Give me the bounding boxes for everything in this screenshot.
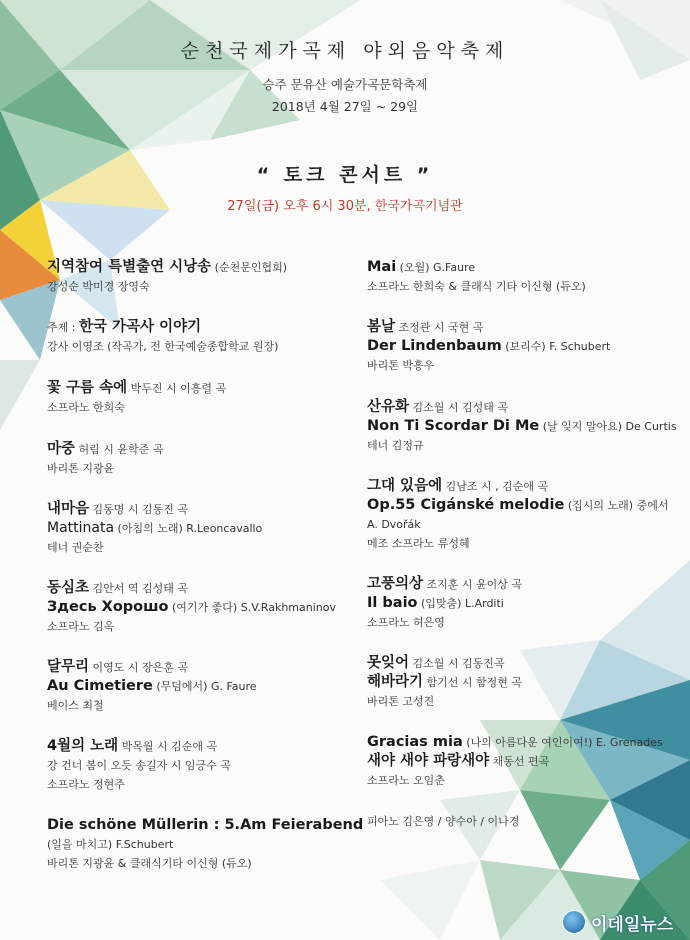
song-title: Non Ti Scordar Di Me bbox=[367, 418, 540, 434]
program-line bbox=[47, 258, 357, 277]
song-title: 해바라기 bbox=[367, 674, 424, 690]
song-title: 동심초 bbox=[47, 580, 90, 596]
program-line bbox=[47, 459, 357, 478]
program-item bbox=[367, 575, 685, 632]
program-line bbox=[367, 398, 685, 417]
program-line bbox=[47, 519, 357, 538]
festival-date: 2018년 4월 27일 ~ 29일 bbox=[271, 99, 419, 114]
program-detail: (오월) G.Faure bbox=[396, 261, 476, 274]
program-item bbox=[367, 654, 685, 711]
program-line bbox=[47, 598, 357, 617]
program-line bbox=[47, 816, 364, 835]
program-detail: 바리톤 고성진 bbox=[367, 695, 435, 708]
program-detail: 강사 이영조 (작곡가, 전 한국예술종합학교 원장) bbox=[47, 340, 279, 353]
program-line bbox=[367, 277, 685, 296]
program-detail: 강성순 박미경 장영숙 bbox=[47, 280, 150, 293]
program-detail: 강 건너 봄이 오듯 송길자 시 임긍수 곡 bbox=[47, 759, 231, 772]
program-detail: (일을 마치고) F.Schubert bbox=[47, 838, 174, 851]
program-line bbox=[367, 771, 685, 790]
concert-title: “ 토크 콘서트 ” bbox=[256, 164, 434, 186]
program-line bbox=[367, 436, 685, 455]
program-detail: (보리수) F. Schubert bbox=[501, 340, 611, 353]
program-line bbox=[367, 673, 685, 692]
song-title: 마중 bbox=[47, 441, 76, 457]
program-line bbox=[367, 594, 685, 613]
song-title: 산유화 bbox=[367, 399, 410, 415]
program-detail: (입맞춤) L.Arditi bbox=[417, 597, 504, 610]
program-item bbox=[47, 440, 357, 478]
globe-icon bbox=[562, 910, 586, 934]
program-line bbox=[47, 696, 357, 715]
program-line bbox=[47, 379, 357, 398]
song-title: 새야 새야 파랑새야 bbox=[367, 753, 490, 769]
program-line bbox=[367, 417, 685, 436]
program-detail: (아침의 노래) R.Leoncavallo bbox=[114, 522, 263, 535]
program-line bbox=[47, 677, 357, 696]
program-detail: 소프라노 김옥 bbox=[47, 620, 115, 633]
song-title: Здесь Хорошо bbox=[47, 599, 169, 615]
program-detail: 베이스 최철 bbox=[47, 699, 104, 712]
song-title: Mattinata bbox=[47, 520, 115, 536]
program-detail: 테너 김정규 bbox=[367, 439, 424, 452]
song-title: Il baio bbox=[367, 595, 418, 611]
song-title: Mai bbox=[367, 259, 397, 275]
song-title: 내마음 bbox=[47, 501, 90, 517]
song-title: 못잊어 bbox=[367, 655, 410, 671]
program-detail: 김동명 시 김동진 곡 bbox=[89, 503, 189, 516]
program-item bbox=[47, 258, 357, 296]
program-line bbox=[367, 812, 685, 831]
song-title: 한국 가곡사 이야기 bbox=[78, 319, 202, 335]
program-item bbox=[47, 816, 364, 873]
program-line bbox=[47, 500, 357, 519]
program-detail: (순천문인협회) bbox=[211, 261, 288, 274]
song-title: 그대 있음에 bbox=[367, 478, 443, 494]
program-detail: 소프라노 정현주 bbox=[47, 778, 125, 791]
news-logo-text: 이데일뉴스 bbox=[591, 914, 674, 935]
song-title: 달무리 bbox=[47, 659, 90, 675]
program-line bbox=[367, 733, 685, 752]
program-item bbox=[367, 477, 685, 553]
song-title: Op.55 Cigánské melodie bbox=[367, 497, 565, 513]
program-detail: 김소월 시 김성태 곡 bbox=[409, 401, 509, 414]
program-column-left bbox=[47, 258, 364, 873]
program-detail: (나의 아름다운 여인이여!) E. Grenades bbox=[462, 736, 663, 749]
program-item bbox=[367, 733, 685, 790]
program-detail: 박목월 시 김순애 곡 bbox=[118, 740, 218, 753]
program-line bbox=[367, 318, 685, 337]
program-line bbox=[47, 756, 357, 775]
program-line bbox=[47, 398, 357, 417]
concert-heading bbox=[0, 160, 690, 214]
program-item bbox=[367, 258, 685, 296]
news-logo bbox=[562, 910, 673, 934]
program-detail: 메조 소프라노 류성혜 bbox=[367, 537, 470, 550]
song-title: 지역참여 특별출연 시낭송 bbox=[47, 259, 212, 275]
program-line bbox=[367, 692, 685, 711]
program-line bbox=[367, 534, 685, 553]
program-line bbox=[47, 579, 357, 598]
program-detail: 김남조 시 , 김순애 곡 bbox=[442, 480, 549, 493]
program-detail: (날 잊지 말아요) De Curtis bbox=[539, 420, 677, 433]
program-line bbox=[367, 575, 685, 594]
program-line bbox=[47, 737, 357, 756]
program-detail: 소프라노 오임춘 bbox=[367, 774, 445, 787]
program-detail: 바리톤 지광윤 & 클래식기타 이신형 (듀오) bbox=[47, 857, 252, 870]
program-line bbox=[367, 752, 685, 771]
program-item bbox=[47, 658, 357, 715]
festival-subtitle: 승주 문유산 예술가곡문학축제 bbox=[262, 77, 428, 92]
program-item bbox=[47, 379, 357, 417]
program-detail: 조지훈 시 윤이상 곡 bbox=[423, 578, 523, 591]
program-line bbox=[367, 258, 685, 277]
program-detail: 바리톤 박흥우 bbox=[367, 359, 435, 372]
program-line bbox=[367, 356, 685, 375]
program-item bbox=[47, 579, 357, 636]
program-detail: 소프라노 한희숙 bbox=[47, 401, 125, 414]
program-detail: (집시의 노래) 중에서 bbox=[564, 499, 669, 512]
program-item bbox=[47, 318, 357, 356]
festival-header bbox=[0, 36, 690, 115]
program-line bbox=[367, 337, 685, 356]
program-line bbox=[47, 617, 357, 636]
program-detail: 피아노 김은영 / 양수아 / 이나경 bbox=[367, 815, 520, 828]
program-line bbox=[47, 658, 357, 677]
program-detail: 이영도 시 장은훈 곡 bbox=[89, 661, 189, 674]
program-detail: 함기선 시 함정현 곡 bbox=[423, 676, 523, 689]
program-detail: 소프라노 한희숙 & 클래식 기타 이신형 (듀오) bbox=[367, 280, 586, 293]
program-line bbox=[47, 277, 357, 296]
program-line bbox=[47, 775, 357, 794]
program-detail: 김소월 시 김동진곡 bbox=[409, 657, 505, 670]
program-detail: (무덤에서) G. Faure bbox=[152, 680, 257, 693]
program-line bbox=[367, 477, 685, 496]
song-title: Gracias mia bbox=[367, 734, 463, 750]
song-title: Der Lindenbaum bbox=[367, 338, 502, 354]
program-line bbox=[47, 835, 357, 854]
program-item bbox=[367, 318, 685, 375]
program-column-right bbox=[367, 258, 685, 831]
song-title: 봄날 bbox=[367, 319, 396, 335]
song-title: Au Cimetiere bbox=[47, 678, 153, 694]
program-detail: 박두진 시 이흥렬 곡 bbox=[127, 382, 227, 395]
song-title: Die schöne Müllerin : 5.Am Feierabend bbox=[47, 817, 364, 833]
program-line bbox=[367, 654, 685, 673]
program-line bbox=[367, 515, 685, 534]
program-line bbox=[47, 538, 357, 557]
program-line bbox=[47, 337, 357, 356]
program-item bbox=[367, 812, 685, 831]
program-detail: 테너 권순찬 bbox=[47, 541, 104, 554]
concert-schedule: 27일(금) 오후 6시 30분, 한국가곡기념관 bbox=[227, 199, 463, 214]
program-detail: 바리톤 지광윤 bbox=[47, 462, 115, 475]
program-detail: 조정관 시 국현 곡 bbox=[395, 321, 484, 334]
program-line bbox=[367, 496, 685, 515]
program-item bbox=[47, 737, 357, 794]
program-detail: 채동선 편곡 bbox=[489, 755, 550, 768]
program-detail: A. Dvořák bbox=[367, 518, 421, 531]
program-line bbox=[47, 854, 357, 873]
program-detail: 주제 : bbox=[47, 321, 79, 334]
song-title: 고풍의상 bbox=[367, 576, 424, 592]
program-item bbox=[367, 398, 685, 455]
program-detail: 허림 시 윤학준 곡 bbox=[75, 443, 164, 456]
program-detail: (여기가 좋다) S.V.Rakhmaninov bbox=[168, 601, 336, 614]
program-detail: 소프라노 허은영 bbox=[367, 616, 445, 629]
song-title: 4월의 노래 bbox=[47, 738, 119, 754]
program-detail: 김안서 역 김성태 곡 bbox=[89, 582, 189, 595]
program-line bbox=[47, 440, 357, 459]
program-line bbox=[47, 318, 357, 337]
festival-title: 순천국제가곡제 야외음악축제 bbox=[180, 40, 510, 62]
song-title: 꽃 구름 속에 bbox=[47, 380, 128, 396]
program-line bbox=[367, 613, 685, 632]
program-item bbox=[47, 500, 357, 557]
